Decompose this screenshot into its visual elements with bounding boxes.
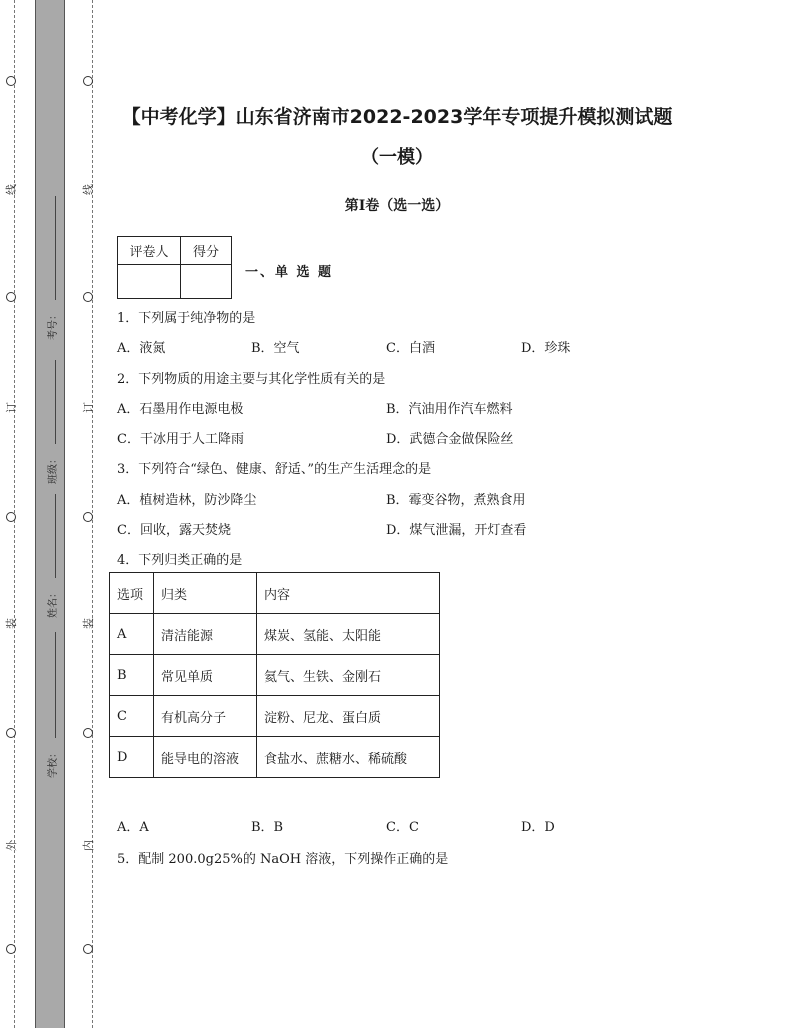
binding-char-bind: 装 (5, 618, 18, 629)
q1-option-b: B．空气 (251, 341, 300, 356)
table-header-cell: 归类 (154, 573, 257, 614)
table-cell: 清洁能源 (154, 614, 257, 655)
table-cell: D (110, 737, 154, 778)
page-title: 【中考化学】山东省济南市2022-2023学年专项提升模拟测试题 (121, 106, 673, 128)
binding-hole-icon (83, 728, 93, 738)
class-label: 班级： (48, 454, 59, 484)
q3-option-a: A．植树造林，防沙降尘 (117, 493, 257, 508)
table-cell: 氦气、生铁、金刚石 (257, 655, 440, 696)
binding-hole-icon (6, 512, 16, 522)
table-header-cell: 内容 (257, 573, 440, 614)
binding-char-staple: 订 (5, 402, 18, 413)
table-cell: C (110, 696, 154, 737)
score-box-grader-label: 评卷人 (118, 237, 181, 265)
exam-number-label: 考号： (48, 310, 59, 340)
table-header-row (110, 573, 440, 614)
question-3-stem: 3．下列符合“绿色、健康、舒适、”的生产生活理念的是 (117, 462, 432, 477)
volume-heading: 第I卷（选一选） (344, 198, 450, 214)
table-row (110, 737, 440, 778)
binding-hole-icon (6, 292, 16, 302)
score-box-score-label: 得分 (181, 237, 232, 265)
question-5-stem: 5．配制 200.0g25%的 NaOH 溶液，下列操作正确的是 (117, 852, 449, 867)
binding-hole-icon (6, 728, 16, 738)
school-blank (55, 632, 56, 738)
score-box-grader-cell[interactable] (118, 265, 181, 299)
score-box-score-cell[interactable] (181, 265, 232, 299)
binding-char-line: 线 (5, 184, 18, 195)
table-cell: 有机高分子 (154, 696, 257, 737)
q4-table (109, 572, 440, 778)
q4-option-a: A．A (117, 820, 149, 835)
table-cell: A (110, 614, 154, 655)
q4-option-d: D．D (521, 820, 555, 835)
q2-option-c: C．干冰用于人工降雨 (117, 432, 244, 447)
binding-char-bind: 装 (82, 618, 95, 629)
binding-hole-icon (83, 512, 93, 522)
binding-hole-icon (83, 944, 93, 954)
q3-option-d: D．煤气泄漏，开灯查看 (386, 523, 527, 538)
q1-option-a: A．液氮 (117, 341, 166, 356)
q2-option-d: D．武德合金做保险丝 (386, 432, 514, 447)
table-cell: 煤炭、氢能、太阳能 (257, 614, 440, 655)
school-label: 学校： (48, 748, 59, 778)
score-box (117, 236, 232, 299)
table-cell: 淀粉、尼龙、蛋白质 (257, 696, 440, 737)
q3-option-b: B．霉变谷物，煮熟食用 (386, 493, 526, 508)
binding-char-outer: 外 (5, 840, 18, 851)
question-2-stem: 2．下列物质的用途主要与其化学性质有关的是 (117, 372, 386, 387)
question-1-stem: 1．下列属于纯净物的是 (117, 311, 256, 326)
table-cell: 能导电的溶液 (154, 737, 257, 778)
table-cell: 常见单质 (154, 655, 257, 696)
q4-option-c: C．C (386, 820, 419, 835)
q4-option-b: B．B (251, 820, 284, 835)
table-header-cell: 选项 (110, 573, 154, 614)
q2-option-a: A．石墨用作电源电极 (117, 402, 244, 417)
binding-hole-icon (6, 76, 16, 86)
section-title: 一、单 选 题 (245, 265, 334, 280)
name-label: 姓名： (48, 588, 59, 618)
binding-char-inner: 内 (82, 840, 95, 851)
class-blank (55, 360, 56, 444)
q1-option-d: D．珍珠 (521, 341, 571, 356)
binding-hole-icon (6, 944, 16, 954)
table-cell: 食盐水、蔗糖水、稀硫酸 (257, 737, 440, 778)
table-row (110, 655, 440, 696)
q2-option-b: B．汽油用作汽车燃料 (386, 402, 513, 417)
question-4-stem: 4．下列归类正确的是 (117, 553, 243, 568)
page-subtitle: （一模） (361, 147, 433, 168)
table-cell: B (110, 655, 154, 696)
table-row (110, 696, 440, 737)
binding-hole-icon (83, 76, 93, 86)
table-row (110, 614, 440, 655)
q1-option-c: C．白酒 (386, 341, 435, 356)
binding-char-line: 线 (82, 184, 95, 195)
binding-char-staple: 订 (82, 402, 95, 413)
q3-option-c: C．回收，露天焚烧 (117, 523, 231, 538)
name-blank (55, 494, 56, 578)
binding-hole-icon (83, 292, 93, 302)
